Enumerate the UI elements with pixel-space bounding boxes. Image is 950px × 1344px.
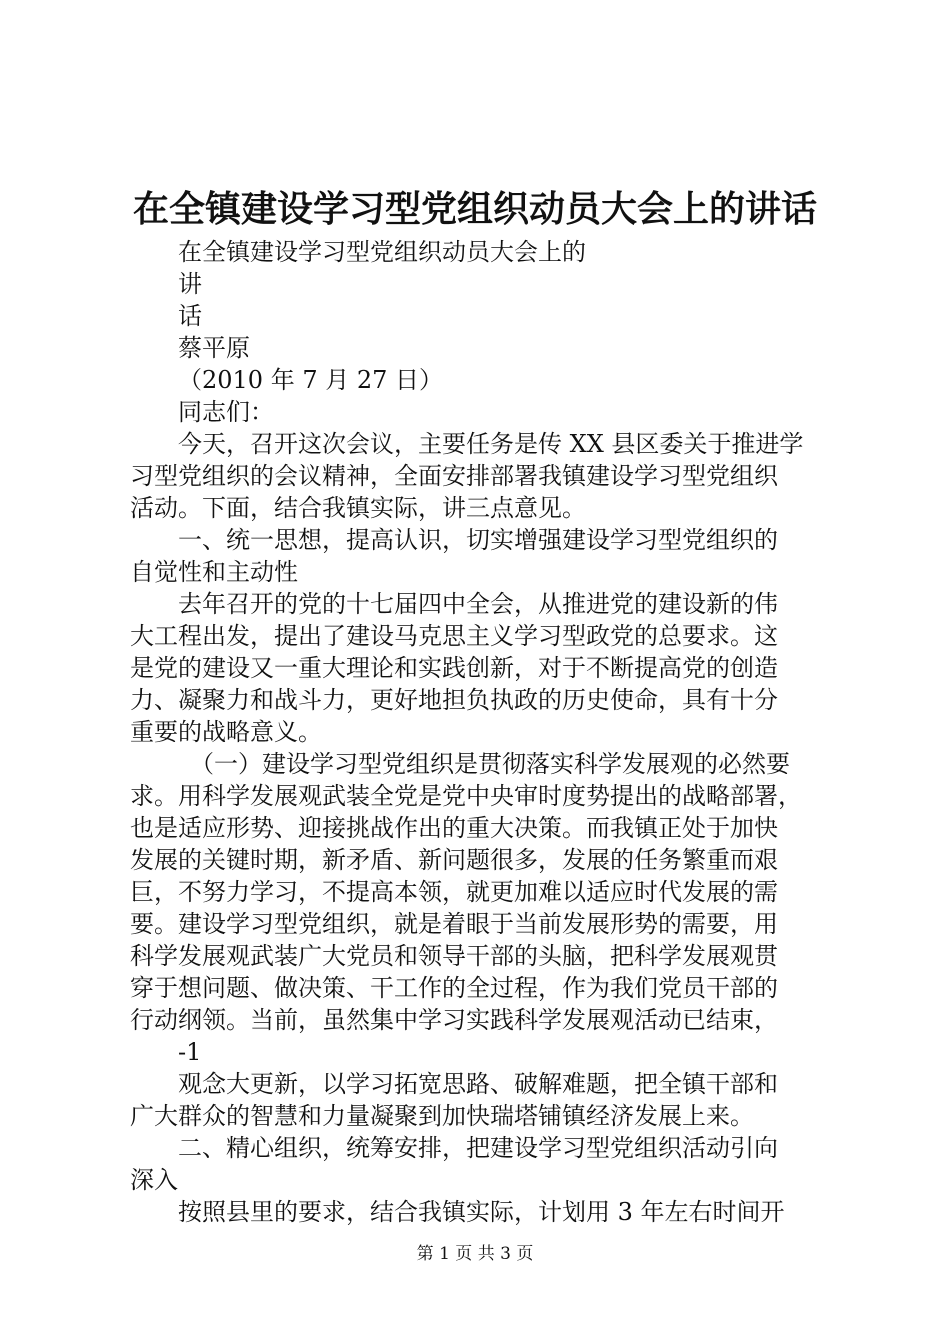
heading-line-2: 讲 [178,270,202,298]
paragraph-line: 发展的关键时期，新矛盾、新问题很多，发展的任务繁重而艰 [130,846,778,874]
paragraph-line: 巨，不努力学习，不提高本领，就更加难以适应时代发展的需 [130,878,778,906]
paragraph-line: 按照县里的要求，结合我镇实际，计划用 3 年左右时间开 [178,1198,785,1226]
heading-line-3: 话 [178,302,202,330]
paragraph-line: 要。建设学习型党组织，就是着眼于当前发展形势的需要，用 [130,910,778,938]
section-heading-1: 一、统一思想，提高认识，切实增强建设学习型党组织的 [178,526,778,554]
paragraph-line: 科学发展观武装广大党员和领导干部的头脑，把科学发展观贯 [130,942,778,970]
page-footer: 第 1 页 共 3 页 [416,1244,534,1264]
paragraph-line: 求。用科学发展观武装全党是党中央审时度势提出的战略部署， [130,782,802,810]
paragraph-line: 观念大更新，以学习拓宽思路、破解难题，把全镇干部和 [178,1070,778,1098]
paragraph-line: 力、凝聚力和战斗力，更好地担负执政的历史使命，具有十分 [130,686,778,714]
paragraph-line: 去年召开的党的十七届四中全会，从推进党的建设新的伟 [178,590,778,618]
speech-date: （2010 年 7 月 27 日） [178,366,444,394]
paragraph-line: 重要的战略意义。 [130,718,322,746]
author-name: 蔡平原 [178,334,250,362]
page-marker: -1 [178,1038,202,1066]
paragraph-line: 大工程出发，提出了建设马克思主义学习型政党的总要求。这 [130,622,778,650]
section-heading-1-cont: 自觉性和主动性 [130,558,298,586]
paragraph-line: （一）建设学习型党组织是贯彻落实科学发展观的必然要 [190,750,790,778]
paragraph-line: 广大群众的智慧和力量凝聚到加快瑞塔铺镇经济发展上来。 [130,1102,754,1130]
paragraph-line: 是党的建设又一重大理论和实践创新，对于不断提高党的创造 [130,654,778,682]
section-heading-2-cont: 深入 [130,1166,178,1194]
paragraph-line: 习型党组织的会议精神，全面安排部署我镇建设学习型党组织 [130,462,778,490]
paragraph-line: 穿于想问题、做决策、干工作的全过程，作为我们党员干部的 [130,974,778,1002]
paragraph-line: 活动。下面，结合我镇实际，讲三点意见。 [130,494,586,522]
salutation: 同志们： [178,398,274,426]
heading-line-1: 在全镇建设学习型党组织动员大会上的 [178,238,586,266]
paragraph-line: 今天，召开这次会议，主要任务是传 XX 县区委关于推进学 [178,430,804,458]
section-heading-2: 二、精心组织，统筹安排，把建设学习型党组织活动引向 [178,1134,778,1162]
document-body [130,236,830,1228]
paragraph-line: 也是适应形势、迎接挑战作出的重大决策。而我镇正处于加快 [130,814,778,842]
paragraph-line: 行动纲领。当前，虽然集中学习实践科学发展观活动已结束， [130,1006,778,1034]
document-title: 在全镇建设学习型党组织动员大会上的讲话 [132,188,817,230]
